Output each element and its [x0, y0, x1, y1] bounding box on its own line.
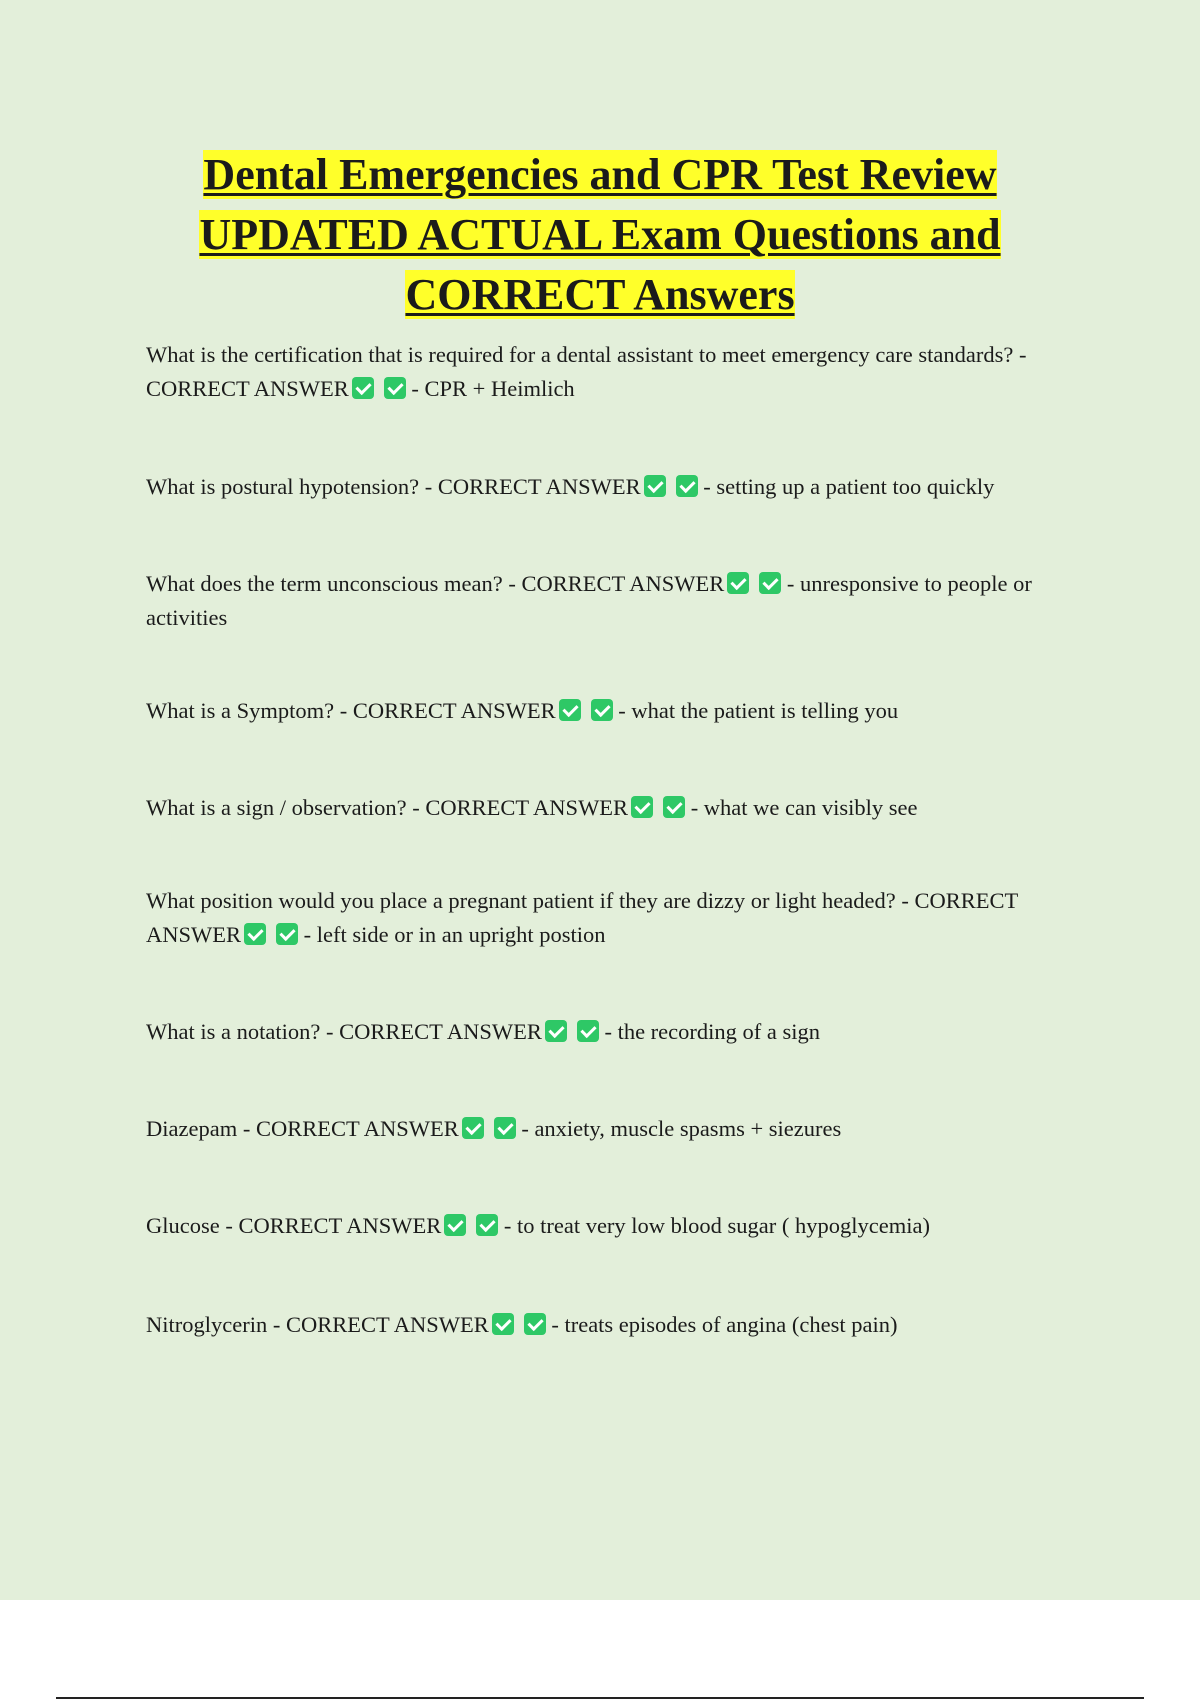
answer-marker: CORRECT ANSWER: [238, 1213, 442, 1238]
answer-marker: CORRECT ANSWER: [521, 571, 725, 596]
check-icon: [352, 377, 374, 399]
title-line-3: CORRECT Answers: [405, 270, 795, 319]
question-text: What is the certification that is required for a dental assistant to meet emergency care standards? -: [146, 342, 1027, 367]
answer-text: - what we can visibly see: [690, 795, 918, 820]
answer-text: - what the patient is telling you: [618, 698, 899, 723]
qa-item-3: [146, 567, 1096, 635]
qa-item-7: [146, 1015, 1096, 1049]
check-icon: [631, 796, 653, 818]
answer-marker: CORRECT ANSWER: [339, 1019, 542, 1044]
qa-item-6: [146, 884, 1096, 952]
qa-item-10: [146, 1308, 1096, 1342]
answer-text: - CPR + Heimlich: [411, 376, 575, 401]
question-text: What position would you place a pregnant patient if they are dizzy or light headed? -: [146, 888, 909, 913]
check-icon: [524, 1313, 546, 1335]
title-line-2: UPDATED ACTUAL Exam Questions and: [199, 210, 1001, 259]
question-text: Glucose -: [146, 1213, 233, 1238]
check-icon: [276, 923, 298, 945]
check-icon: [727, 572, 749, 594]
answer-marker: CORRECT ANSWER: [425, 795, 629, 820]
check-icon: [676, 475, 698, 497]
check-icon: [663, 796, 685, 818]
check-icon: [494, 1117, 516, 1139]
question-text: What is a notation? -: [146, 1019, 334, 1044]
question-text: What is postural hypotension? -: [146, 474, 433, 499]
check-icon: [644, 475, 666, 497]
qa-item-1: [146, 338, 1096, 406]
footer-divider: [56, 1697, 1144, 1699]
check-icon: [577, 1020, 599, 1042]
check-icon: [444, 1214, 466, 1236]
check-icon: [591, 699, 613, 721]
answer-text: - treats episodes of angina (chest pain): [551, 1312, 898, 1337]
check-icon: [476, 1214, 498, 1236]
answer-marker: CORRECT ANSWER: [255, 1116, 459, 1141]
check-icon: [384, 377, 406, 399]
qa-item-8: [146, 1112, 1096, 1146]
question-text: What does the term unconscious mean? -: [146, 571, 516, 596]
answer-text: - to treat very low blood sugar ( hypoglycemia): [503, 1213, 930, 1238]
check-icon: [244, 923, 266, 945]
question-text: Nitroglycerin -: [146, 1312, 281, 1337]
answer-marker: CORRECT ANSWER: [285, 1312, 489, 1337]
answer-marker: CORRECT ANSWER: [146, 376, 349, 401]
answer-marker: CORRECT ANSWER: [352, 698, 556, 723]
check-icon: [559, 699, 581, 721]
document-title: [100, 145, 1100, 325]
check-icon: [759, 572, 781, 594]
answer-text: - anxiety, muscle spasms + siezures: [521, 1116, 842, 1141]
answer-text: - left side or in an upright postion: [303, 922, 606, 947]
qa-item-2: [146, 470, 1096, 504]
qa-item-4: [146, 694, 1096, 728]
check-icon: [545, 1020, 567, 1042]
check-icon: [492, 1313, 514, 1335]
answer-text: - setting up a patient too quickly: [703, 474, 995, 499]
answer-marker: CORRECT ANSWER: [146, 888, 1018, 947]
title-line-1: Dental Emergencies and CPR Test Review: [203, 150, 997, 199]
answer-text: - the recording of a sign: [604, 1019, 821, 1044]
answer-marker: CORRECT ANSWER: [437, 474, 641, 499]
question-text: What is a sign / observation? -: [146, 795, 420, 820]
qa-item-5: [146, 791, 1096, 825]
qa-item-9: [146, 1209, 1096, 1243]
answer-text: - unresponsive to people or activities: [146, 571, 1032, 630]
question-text: What is a Symptom? -: [146, 698, 348, 723]
question-text: Diazepam -: [146, 1116, 251, 1141]
check-icon: [462, 1117, 484, 1139]
